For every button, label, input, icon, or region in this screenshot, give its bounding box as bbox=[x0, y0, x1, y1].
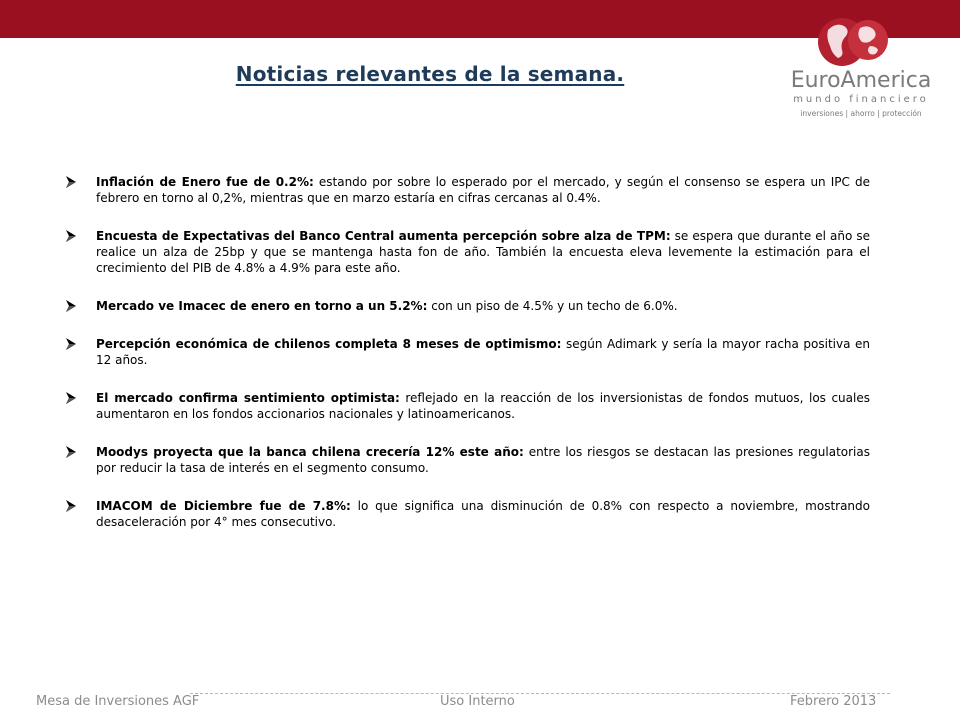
list-item bbox=[60, 390, 870, 422]
list-item bbox=[60, 174, 870, 206]
bullet-text: reflejado en la reacción de los inversionistas de fondos mutuos, los cuales aumentaron en los fondos accionarios nacionales y latinoamericanos. bbox=[96, 391, 870, 421]
list-item bbox=[60, 336, 870, 368]
logo-subtitle: mundo financiero bbox=[793, 94, 929, 105]
footer-left-text: Mesa de Inversiones AGF bbox=[36, 694, 200, 709]
bullet-headline: Mercado ve Imacec de enero en torno a un 5.2%: bbox=[96, 299, 428, 313]
bullet-headline: IMACOM de Diciembre fue de 7.8%: bbox=[96, 499, 351, 513]
list-item bbox=[60, 228, 870, 276]
bullet-text: con un piso de 4.5% y un techo de 6.0%. bbox=[427, 299, 678, 313]
bullet-text: entre los riesgos se destacan las presiones regulatorias por reducir la tasa de interés en el segmento consumo. bbox=[96, 445, 870, 475]
footer-center-text: Uso Interno bbox=[440, 694, 515, 709]
arrow-bullet-icon bbox=[64, 391, 78, 405]
bullet-text: lo que significa una disminución de 0.8% con respecto a noviembre, mostrando desaceleración por 4° mes consecutivo. bbox=[96, 499, 871, 529]
arrow-bullet-icon bbox=[64, 499, 78, 513]
bullet-text: estando por sobre lo esperado por el mercado, y según el consenso se espera un IPC de febrero en torno al 0,2%, mientras que en marzo estaría en cifras cercanas al 0.4%. bbox=[96, 175, 870, 205]
page-title: Noticias relevantes de la semana. bbox=[235, 62, 625, 86]
footer-divider bbox=[190, 693, 890, 694]
arrow-bullet-icon bbox=[64, 229, 78, 243]
list-item bbox=[60, 298, 870, 314]
arrow-bullet-icon bbox=[64, 445, 78, 459]
company-logo bbox=[776, 14, 936, 122]
list-item bbox=[60, 444, 870, 476]
globe-logo-icon bbox=[776, 14, 936, 72]
arrow-bullet-icon bbox=[64, 337, 78, 351]
bullet-headline: Percepción económica de chilenos completa 8 meses de optimismo: bbox=[96, 337, 562, 351]
news-list bbox=[60, 174, 870, 552]
bullet-headline: Encuesta de Expectativas del Banco Central aumenta percepción sobre alza de TPM: bbox=[96, 229, 671, 243]
list-item bbox=[60, 498, 870, 530]
bullet-headline: El mercado confirma sentimiento optimista: bbox=[96, 391, 400, 405]
bullet-text: se espera que durante el año se realice un alza de 25bp y que se mantenga hasta fon de año. También la encuesta eleva levemente la estimación para el crecimiento del PIB de 4.8% a 4.9% para este año. bbox=[96, 229, 871, 275]
logo-tagline: inversiones | ahorro | protección bbox=[800, 109, 922, 118]
bullet-headline: Inflación de Enero fue de 0.2%: bbox=[96, 175, 314, 189]
arrow-bullet-icon bbox=[64, 175, 78, 189]
arrow-bullet-icon bbox=[64, 299, 78, 313]
bullet-headline: Moodys proyecta que la banca chilena crecería 12% este año: bbox=[96, 445, 524, 459]
logo-name: EuroAmerica bbox=[790, 68, 932, 93]
footer-date: Febrero 2013 bbox=[790, 694, 877, 709]
bullet-text: según Adimark y sería la mayor racha positiva en 12 años. bbox=[96, 337, 871, 367]
